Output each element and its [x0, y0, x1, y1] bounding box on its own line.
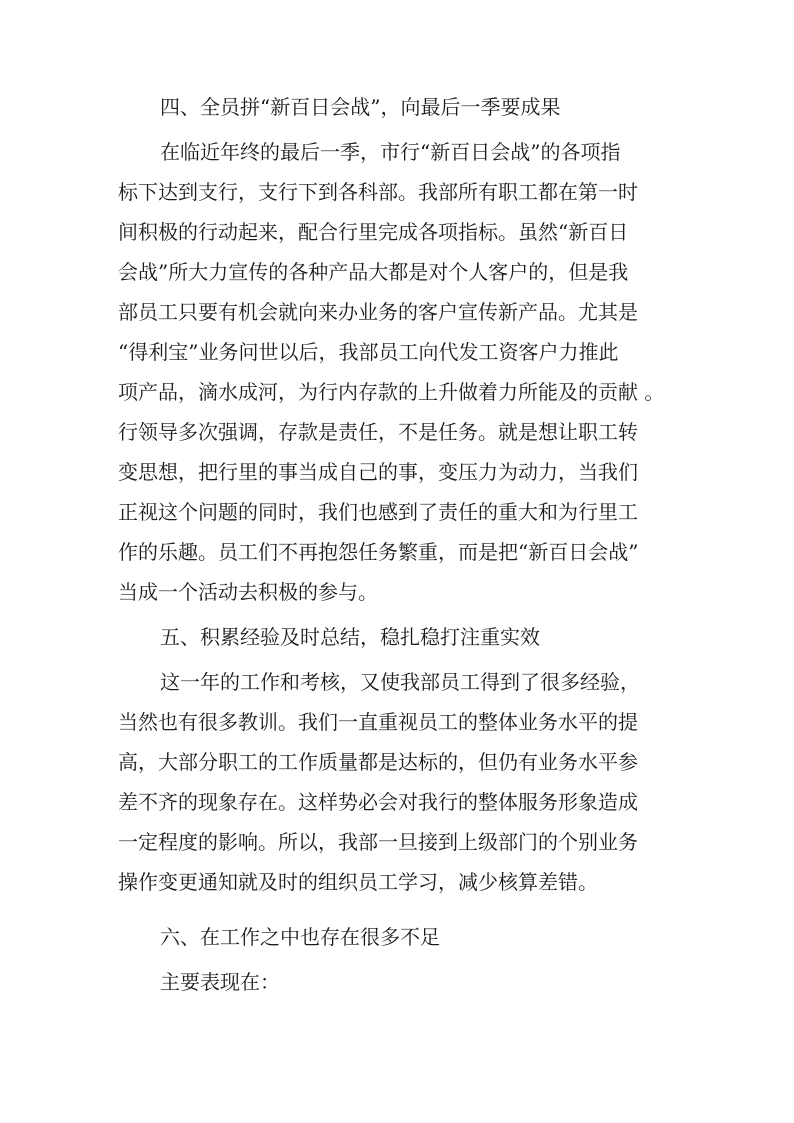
section-heading-4: 四、全员拼“新百日会战”，向最后一季要成果 [160, 95, 561, 119]
paragraph-line: 正视这个问题的同时，我们也感到了责任的重大和为行里工 [118, 500, 638, 524]
paragraph-line: 操作变更通知就及时的组织员工学习，减少核算差错。 [118, 870, 598, 894]
paragraph-line: 一定程度的影响。所以，我部一旦接到上级部门的个别业务 [118, 830, 638, 854]
paragraph-line: 间积极的行动起来，配合行里完成各项指标。虽然“新百日 [118, 220, 629, 244]
paragraph-line: 在临近年终的最后一季，市行“新百日会战”的各项指 [160, 140, 621, 164]
section-heading-6: 六、在工作之中也存在很多不足 [160, 925, 440, 949]
section-heading-5: 五、积累经验及时总结，稳扎稳打注重实效 [160, 625, 540, 649]
paragraph-line: 部员工只要有机会就向来办业务的客户宣传新产品。尤其是 [118, 300, 638, 324]
paragraph-line: 当然也有很多教训。我们一直重视员工的整体业务水平的提 [118, 710, 638, 734]
paragraph-line: 作的乐趣。员工们不再抱怨任务繁重，而是把“新百日会战” [118, 540, 639, 564]
paragraph-line: 当成一个活动去积极的参与。 [118, 580, 378, 604]
paragraph-line: 项产品，滴水成河，为行内存款的上升做着力所能及的贡献 。 [118, 380, 665, 404]
paragraph-line: 标下达到支行，支行下到各科部。我部所有职工都在第一时 [118, 180, 638, 204]
paragraph-line: “得利宝”业务问世以后，我部员工向代发工资客户力推此 [118, 340, 619, 364]
paragraph-line: 主要表现在： [160, 970, 280, 994]
paragraph-line: 行领导多次强调，存款是责任，不是任务。就是想让职工转 [118, 420, 638, 444]
paragraph-line: 这一年的工作和考核，又使我部员工得到了很多经验， [160, 670, 640, 694]
paragraph-line: 高，大部分职工的工作质量都是达标的，但仍有业务水平参 [118, 750, 638, 774]
paragraph-line: 会战”所大力宣传的各种产品大都是对个人客户的，但是我 [118, 260, 629, 284]
paragraph-line: 变思想，把行里的事当成自己的事，变压力为动力，当我们 [118, 460, 638, 484]
paragraph-line: 差不齐的现象存在。这样势必会对我行的整体服务形象造成 [118, 790, 638, 814]
